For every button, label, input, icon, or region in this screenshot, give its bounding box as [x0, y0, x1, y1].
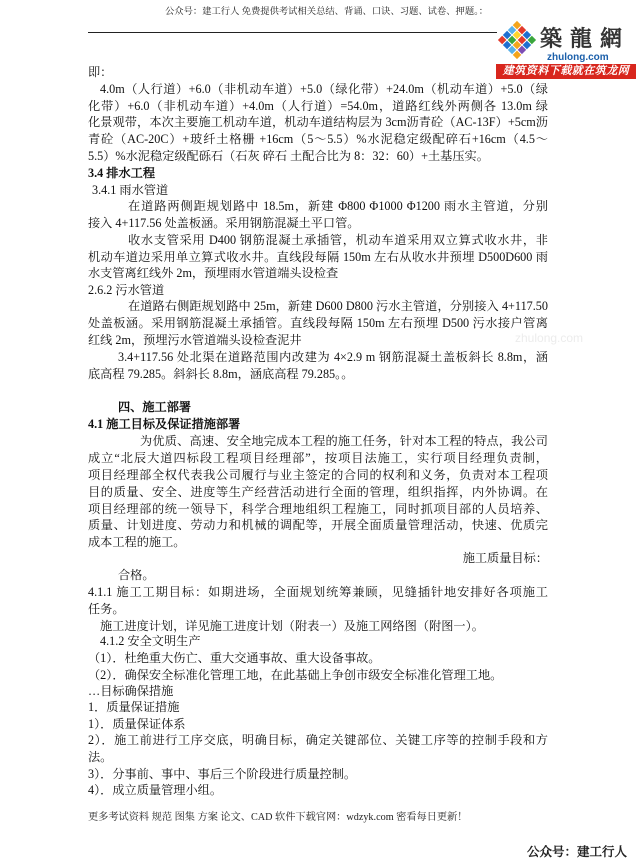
subsection-heading: 3.4.1 雨水管道: [92, 183, 169, 197]
body-line: 在道路右侧距规划路中 25m，新建 D600 D800 污水主管道，分别接入 4+117.50: [128, 299, 548, 313]
body-line: 成立“北辰大道四标段工程项目经理部”，按项目法施工，实行项目经理负责制，: [88, 451, 548, 465]
body-line: 化景观带，本次主要施工机动车道，机动车道结构层为 3cm沥青砼（AC-13F）+5cm沥: [88, 115, 548, 129]
list-item: 2）．施工前进行工序交底，明确目标，确定关键部位、关键工序等的控制手段和方: [88, 733, 548, 747]
footer-account: 公众号：建工行人: [527, 845, 628, 859]
body-line: 3.4+117.56 处北渠在道路范围内改建为 4×2.9 m 钢筋混凝土盖板斜长 8.8m，涵: [118, 350, 548, 364]
body-line: 底高程 79.285。斜斜长 8.8m，涵底高程 79.285。。: [88, 367, 354, 381]
zhulong-logo-icon: [497, 20, 537, 60]
list-item: 3）．分事前、事中、事后三个阶段进行质量控制。: [88, 767, 357, 781]
logo-domain: zhulong.com: [547, 52, 609, 63]
body-line: 机动车道边采用单立算式收水井。直线段每隔 150m 左右从收水井预埋 D500D600 雨: [88, 250, 548, 264]
body-line: 红线 2m，预埋污水管道端头设检查泥井: [88, 333, 302, 347]
list-item: （2）．确保安全标准化管理工地，在此基础上争创市级安全标准化管理工地。: [88, 668, 503, 682]
section-heading: 4.1 施工目标及保证措施部署: [88, 417, 241, 431]
list-item: 1）．质量保证体系: [88, 717, 186, 731]
list-item: （1）．杜绝重大伤亡、重大交通事故、重大设备事故。: [88, 651, 381, 665]
body-line: 任务。: [88, 602, 125, 616]
body-line: 在道路两侧距规划路中 18.5m，新建 Φ800 Φ1000 Φ1200 雨水主管道，分别: [128, 199, 548, 213]
section-heading: 3.4 排水工程: [88, 166, 156, 180]
body-line: 项目经理部的统一领导下，科学合理地组织工程施工，同时抓项目部的人员培养、: [88, 502, 548, 516]
body-line: 接入 4+117.56 处盖板涵。采用钢筋混凝土平口管。: [88, 216, 360, 230]
body-line: 水支管离红线外 2m，预埋雨水管道端头设检查: [88, 266, 339, 280]
subsection-heading: 2.6.2 污水管道: [88, 283, 165, 297]
chapter-heading: 四、施工部署: [118, 400, 192, 414]
logo-name: 築龍網: [540, 26, 631, 51]
body-line: 成本工程的施工。: [88, 535, 186, 549]
list-item: 法。: [88, 750, 113, 764]
quality-goal-label: 施工质量目标：: [462, 551, 548, 565]
body-line: 收水支管采用 D400 钢筋混凝土承插管，机动车道采用双立算式收水井，非: [128, 233, 548, 247]
logo-banner: 建筑资料下载就在筑龙网: [496, 64, 636, 79]
body-line: 化带）+6.0（非机动车道）+4.0m（人行道）=54.0m，道路红线外两侧各 13.0m 绿: [88, 99, 548, 113]
body-line: 处盖板涵。采用钢筋混凝土承插管。直线段每隔 150m 左右预埋 D500 污水接户管离: [88, 316, 548, 330]
body-line: 5.5）%水泥稳定级配砾石（石灰 碎石 土配合比为 8：32：60）+土基压实。: [88, 149, 489, 163]
list-heading: 1．质量保证措施: [88, 700, 180, 714]
body-line: 目的质量、安全、进度等生产经营活动进行全面的管理，组织指挥，内外协调。在: [88, 485, 548, 499]
body-line: 施工进度计划，详见施工进度计划（附表一）及施工网络图（附图一）。: [100, 619, 484, 633]
subsection-heading: …目标确保措施: [88, 684, 174, 698]
body-line: 青砼（AC-20C）+玻纤土格栅 +16cm（5～5.5）%水泥稳定级配碎石+16cm（4.5～: [88, 132, 548, 146]
body-line: 质量、计划进度、劳动力和机械的调配等，开展全面质量管理活动，快速、优质完: [88, 518, 548, 532]
body-line: 为优质、高速、安全地完成本工程的施工任务，针对本工程的特点，我公司: [140, 434, 548, 448]
watermark: zhulong.com: [515, 331, 584, 345]
body-line: 即：: [88, 65, 113, 79]
body-line: 项目经理部全权代表我公司履行与业主签定的合同的权利和义务，负责对本工程项: [88, 468, 548, 482]
body-line: 4.1.1 施工工期目标：如期进场，全面规划统筹兼顾，见缝插针地安排好各项施工: [88, 585, 548, 599]
list-item: 4）．成立质量管理小组。: [88, 783, 223, 797]
body-line: 4.0m（人行道）+6.0（非机动车道）+5.0（绿化带）+24.0m（机动车道）+5.0（绿: [100, 82, 548, 96]
footer-promo: 更多考试资料 规范 图集 方案 论文、CAD 软件下载官网：wdzyk.com 密看每日更新！: [88, 812, 468, 823]
quality-goal-value: 合格。: [118, 568, 155, 582]
subsection-heading: 4.1.2 安全文明生产: [100, 634, 201, 648]
header-rule: [88, 32, 497, 33]
header-notice: 公众号：建工行人 免费提供考试相关总结、背诵、口诀、习题、试卷、押题。：: [165, 7, 489, 17]
